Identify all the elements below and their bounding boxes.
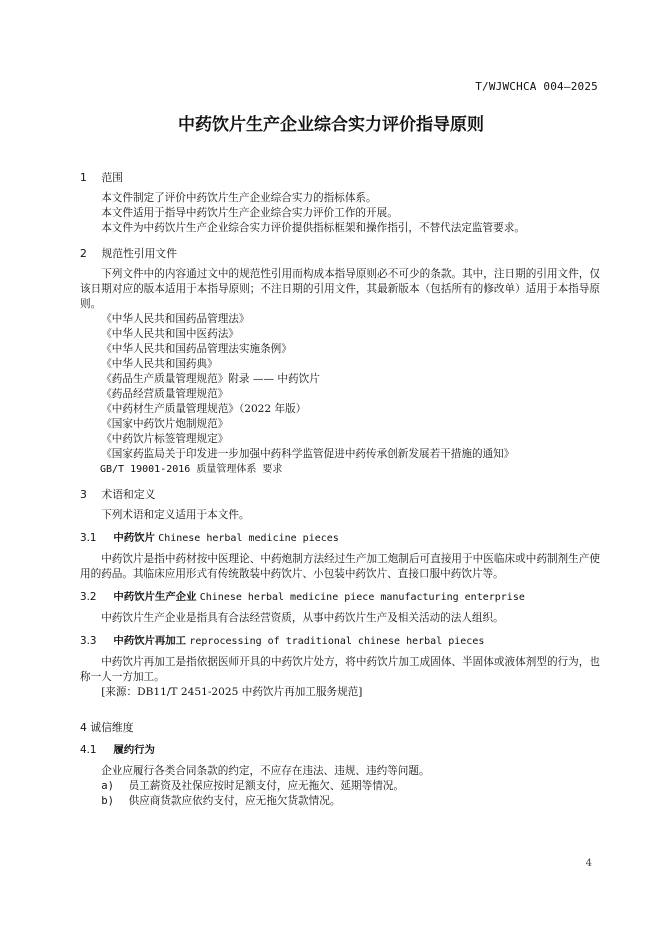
paragraph: 本文件为中药饮片生产企业综合实力评价提供指标框架和操作指引，不替代法定监管要求。 xyxy=(101,222,525,234)
reference-item: 《中药饮片标签管理规定》 xyxy=(101,433,229,445)
reference-item: 《国家药监局关于印发进一步加强中药科学监管促进中药传承创新发展若干措施的通知》 xyxy=(101,448,515,460)
term-definition: 中药饮片生产企业是指具有合法经营资质，从事中药饮片生产及相关活动的法人组织。 xyxy=(101,612,504,624)
section-title: 规范性引用文件 xyxy=(101,247,178,260)
term-zh: 中药饮片 xyxy=(113,532,155,544)
paragraph: 本文件适用于指导中药饮片生产企业综合实力评价工作的开展。 xyxy=(101,207,398,219)
paragraph: 企业应履行各类合同条款的约定，不应存在违法、违规、违约等问题。 xyxy=(101,765,430,777)
paragraph: 下列文件中的内容通过文中的规范性引用而构成本指导原则必不可少的条款。其中，注日期的引用文件，仅该日期对应的版本适用于本指导原则；不注日期的引用文件，其最新版本（包括所有的修改单）适用于本指导原则。 xyxy=(80,268,600,310)
section-4-heading: 4 诚信维度 xyxy=(80,721,134,734)
list-label: b) xyxy=(101,795,114,807)
reference-item: GB/T 19001-2016 质量管理体系 要求 xyxy=(100,464,283,475)
standard-code: T/WJWCHCA 004—2025 xyxy=(475,80,598,93)
term-en: Chinese herbal medicine pieces xyxy=(158,533,339,544)
term-3-2-heading xyxy=(80,590,600,605)
reference-item: 《中华人民共和国药品管理法实施条例》 xyxy=(101,343,292,355)
reference-item: 《药品经营质量管理规范》 xyxy=(101,388,229,400)
term-number: 3.1 xyxy=(80,532,97,544)
term-number: 3.3 xyxy=(80,635,97,647)
section-number: 2 xyxy=(80,247,87,260)
list-item xyxy=(80,794,600,809)
term-zh: 中药饮片再加工 xyxy=(113,635,187,647)
reference-item: 《中华人民共和国药典》 xyxy=(101,358,218,370)
term-3-1-heading xyxy=(80,531,600,546)
term-3-3-heading xyxy=(80,634,600,649)
list-text: 供应商货款应依约支付，应无拖欠货款情况。 xyxy=(128,795,341,807)
list-label: a) xyxy=(101,780,114,792)
section-title: 范围 xyxy=(101,171,124,184)
list-item xyxy=(80,779,600,794)
paragraph: 本文件制定了评价中药饮片生产企业综合实力的指标体系。 xyxy=(101,192,377,204)
term-en: reprocessing of traditional chinese herbal pieces xyxy=(189,636,485,647)
term-number: 3.2 xyxy=(80,591,97,603)
reference-item: 《中华人民共和国药品管理法》 xyxy=(101,313,250,325)
paragraph: 下列术语和定义适用于本文件。 xyxy=(101,509,250,521)
document-title: 中药饮片生产企业综合实力评价指导原则 xyxy=(178,115,484,135)
section-3-heading xyxy=(80,487,600,502)
section-1-heading xyxy=(80,170,600,185)
subsection-title: 履约行为 xyxy=(113,744,155,756)
term-definition: 中药饮片是指中药材按中医理论、中药炮制方法经过生产加工炮制后可直接用于中医临床或中药制剂生产使用的药品。其临床应用形式有传统散装中药饮片、小包装中药饮片、直接口服中药饮片等。 xyxy=(80,553,600,580)
section-2-heading xyxy=(80,246,600,261)
subsection-4-1-heading xyxy=(80,743,600,758)
term-definition: 中药饮片再加工是指依据医师开具的中药饮片处方，将中药饮片加工成固体、半固体或液体剂型的行为，也称一人一方加工。 xyxy=(80,656,600,683)
reference-item: 《药品生产质量管理规范》附录 —— 中药饮片 xyxy=(101,373,320,385)
reference-item: 《中华人民共和国中医药法》 xyxy=(101,328,239,340)
section-title: 术语和定义 xyxy=(101,488,156,501)
term-en: Chinese herbal medicine piece manufacturing enterprise xyxy=(199,592,525,603)
term-source: [来源：DB11/T 2451-2025 中药饮片再加工服务规范] xyxy=(101,686,363,698)
section-number: 1 xyxy=(80,171,87,184)
reference-item: 《国家中药饮片炮制规范》 xyxy=(101,418,229,430)
page-number: 4 xyxy=(585,858,592,869)
section-number: 3 xyxy=(80,488,87,501)
subsection-number: 4.1 xyxy=(80,744,97,756)
document-body xyxy=(80,160,600,809)
reference-item: 《中药材生产质量管理规范》（2022 年版） xyxy=(101,403,307,415)
reference-list xyxy=(80,312,600,477)
list-text: 员工薪资及社保应按时足额支付，应无拖欠、延期等情况。 xyxy=(128,780,404,792)
term-zh: 中药饮片生产企业 xyxy=(113,591,197,603)
